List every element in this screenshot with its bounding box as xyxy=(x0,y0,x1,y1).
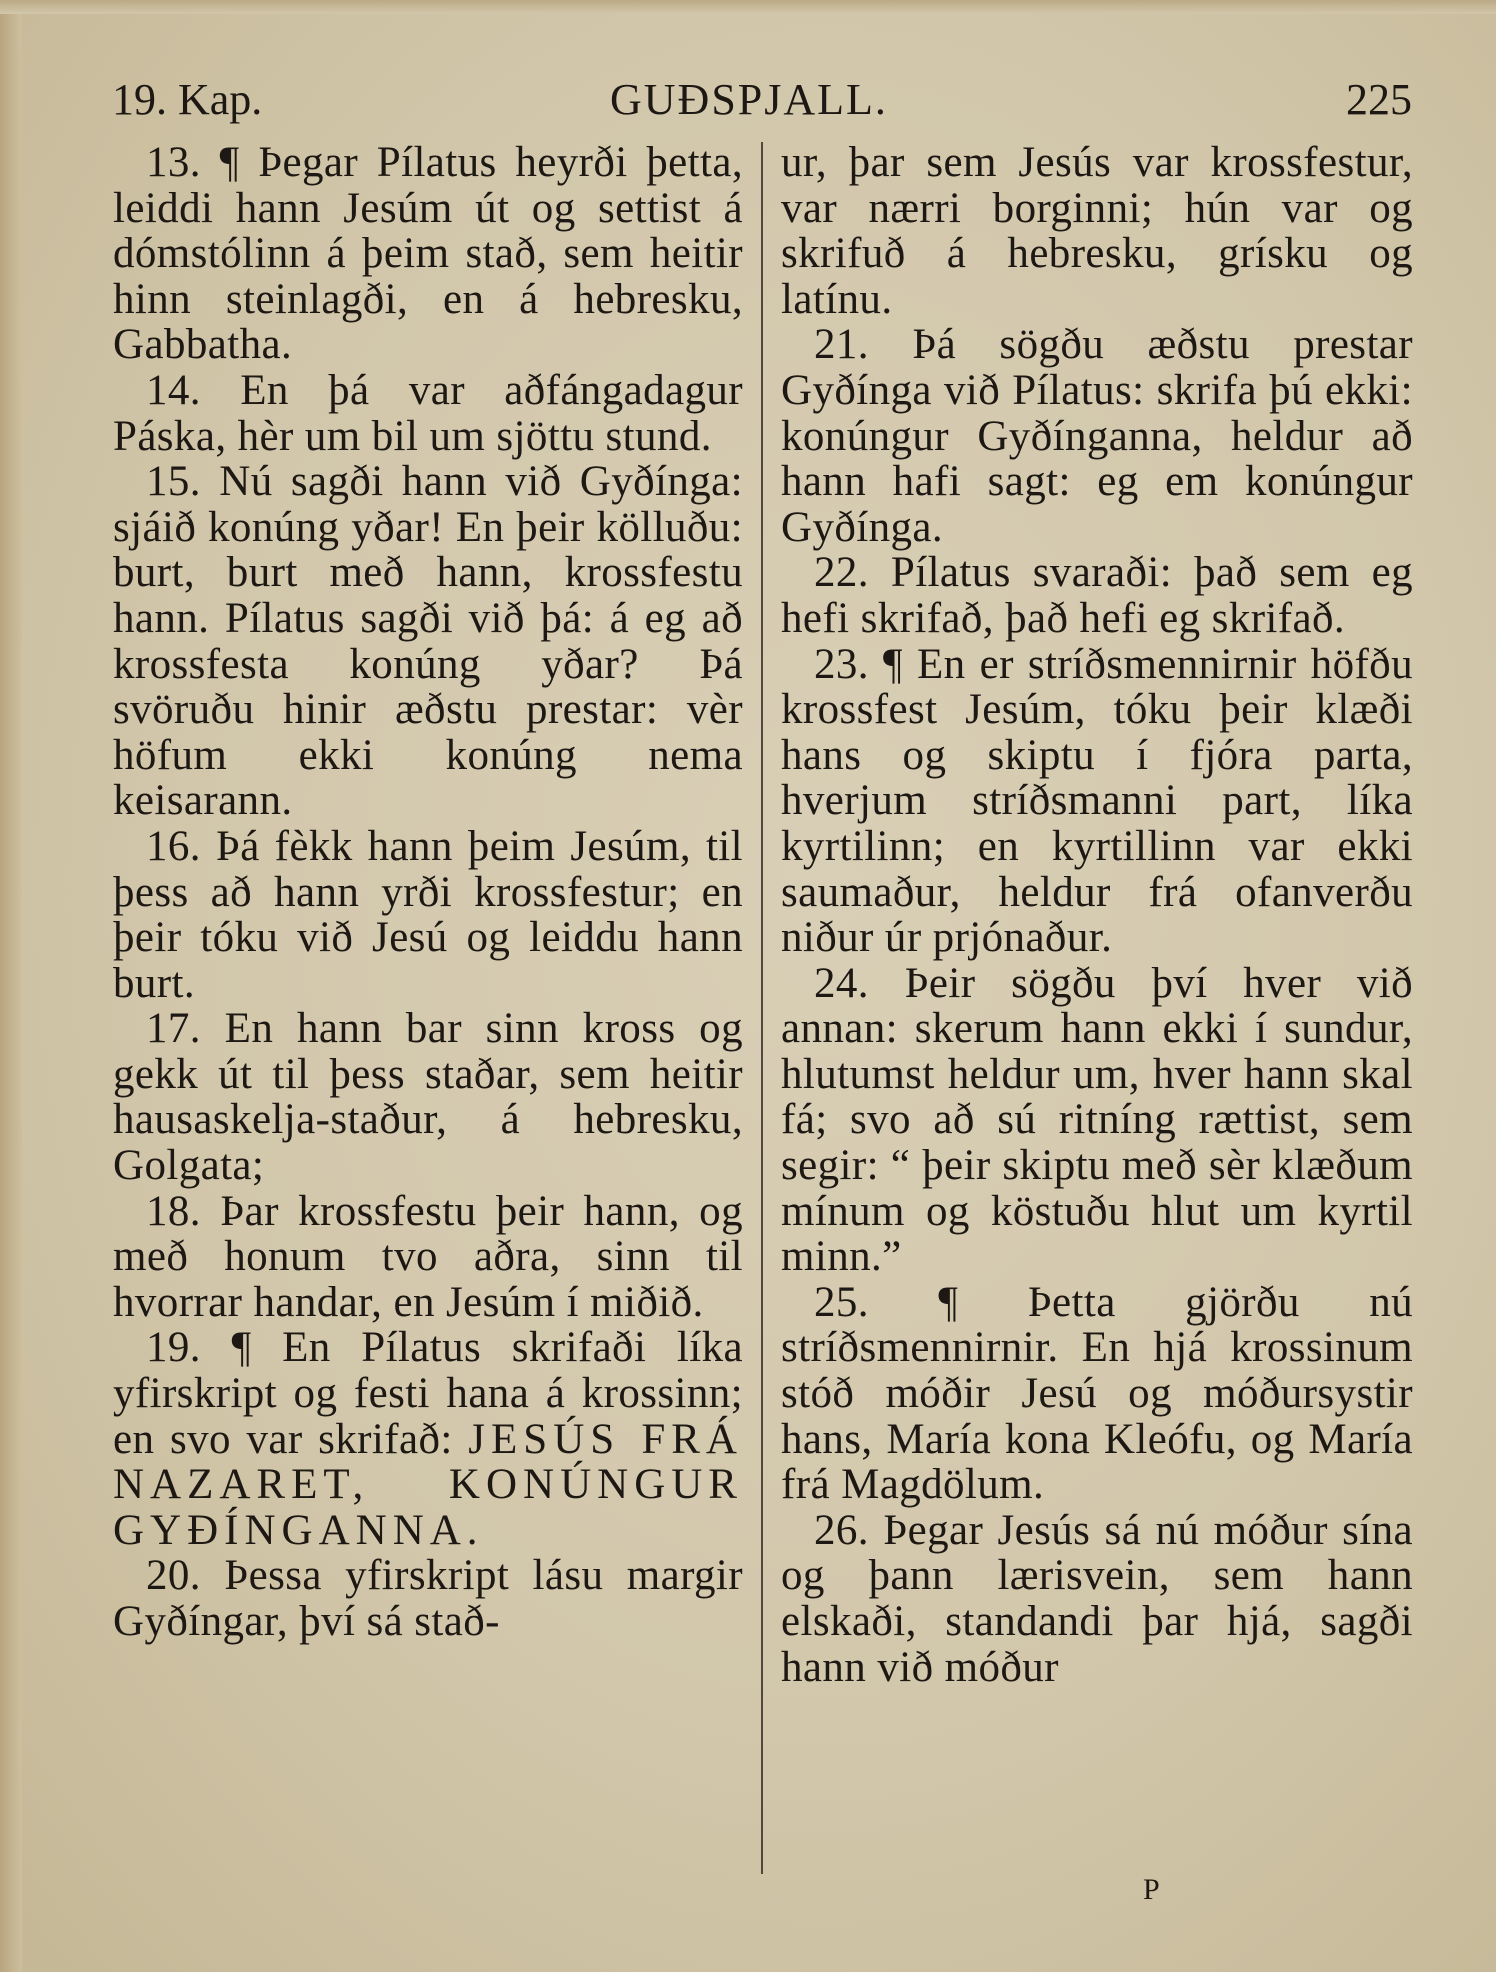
verse-text: Þá sögðu æðstu prestar Gyðínga við Pílatus: skrifa þú ekki: konúngur Gyðínganna, heldur að hann hafi sagt: eg em konúngur Gyðínga. xyxy=(781,321,1413,551)
verse-17 xyxy=(113,1006,743,1188)
verse-text: ¶ Þetta gjörðu nú stríðsmennirnir. En hjá krossinum stóð móðir Jesú og móðursystir hans, María kona Kleófu, og María frá Magdölum. xyxy=(781,1278,1414,1509)
running-title: GUÐSPJALL. xyxy=(610,75,888,124)
signature-mark: P xyxy=(1143,1873,1160,1906)
verse-25 xyxy=(781,1280,1413,1508)
verse-20 xyxy=(113,1553,743,1644)
page-number: 225 xyxy=(1346,75,1412,124)
verse-number: 18. xyxy=(146,1187,201,1235)
verse-23 xyxy=(781,642,1413,961)
verse-text: ¶ Þegar Pílatus heyrði þetta, leiddi hann Jesúm út og settist á dómstólinn á þeim stað, sem heitir hinn steinlagði, en á hebresku, Gabbatha. xyxy=(113,139,743,369)
verse-22 xyxy=(781,550,1413,641)
running-header xyxy=(112,70,1412,130)
verse-number: 24. xyxy=(814,959,869,1007)
verse-text: ¶ En er stríðsmennirnir höfðu krossfest Jesúm, tóku þeir klæði hans og skiptu í fjóra parta, hverjum stríðsmanni part, líka kyrtilinn; en kyrtillinn var ekki saumaður, heldur frá ofanverðu niður úr prjónaður. xyxy=(781,640,1413,962)
verse-number: 19. xyxy=(146,1324,201,1372)
column-divider xyxy=(761,142,763,1874)
verse-number: 21. xyxy=(814,321,869,369)
verse-number: 23. xyxy=(814,640,869,688)
verse-number: 26. xyxy=(814,1506,869,1554)
verse-text: Þá fèkk hann þeim Jesúm, til þess að hann yrði krossfestur; en þeir tóku við Jesú og leiddu hann burt. xyxy=(113,822,743,1007)
verse-text: Þeir sögðu því hver við annan: skerum hann ekki í sundur, hlutumst heldur um, hver hann skal fá; svo að sú ritníng rættist, sem segir: “ þeir skiptu með sèr klæðum mínum og köstuðu hlut um kyrtil minn.” xyxy=(781,959,1414,1281)
verse-text: ur, þar sem Jesús var krossfestur, var nærri borginni; hún var og skrifuð á hebresku, grísku og latínu. xyxy=(781,139,1413,323)
verse-text: Nú sagði hann við Gyðínga: sjáið konúng yðar! En þeir kölluðu: burt, burt með hann, krossfestu hann. Pílatus sagði við þá: á eg að krossfesta konúng yðar? Þá svöruðu hinir æðstu prestar: vèr höfum ekki konúng nema keisarann. xyxy=(113,458,743,825)
verse-text: Pílatus svaraði: það sem eg hefi skrifað, það hefi eg skrifað. xyxy=(781,549,1413,642)
verse-20-continued xyxy=(781,140,1413,322)
verse-16 xyxy=(113,824,743,1006)
verse-14 xyxy=(113,368,743,459)
page-gutter-edge xyxy=(0,0,22,1972)
verse-number: 14. xyxy=(146,366,201,414)
verse-21 xyxy=(781,322,1413,550)
verse-24 xyxy=(781,961,1413,1280)
verse-number: 25. xyxy=(814,1278,869,1326)
verse-text: En þá var aðfángadagur Páska, hèr um bil um sjöttu stund. xyxy=(113,366,743,460)
verse-text: En hann bar sinn kross og gekk út til þess staðar, sem heitir hausaskelja-staður, á hebresku, Golgata; xyxy=(113,1005,743,1190)
left-column xyxy=(113,140,743,1645)
verse-18 xyxy=(113,1189,743,1326)
verse-13 xyxy=(113,140,743,368)
verse-26 xyxy=(781,1508,1413,1690)
verse-19 xyxy=(113,1325,743,1553)
page-top-edge xyxy=(0,0,1496,14)
verse-number: 20. xyxy=(146,1552,201,1600)
cross-inscription: JESÚS FRÁ NAZARET, KONÚNGUR GYÐÍNGANNA. xyxy=(113,1415,743,1554)
verse-text: ¶ En Pílatus skrifaði líka yfirskript og festi hana á krossinn; en svo var skrifað: xyxy=(113,1324,743,1463)
verse-number: 16. xyxy=(146,822,201,870)
verse-text: Þar krossfestu þeir hann, og með honum tvo aðra, sinn til hvorrar handar, en Jesúm í miðið. xyxy=(113,1187,743,1326)
right-column xyxy=(781,140,1413,1690)
verse-number: 15. xyxy=(146,458,201,506)
verse-number: 13. xyxy=(146,139,201,186)
verse-text: Þegar Jesús sá nú móður sína og þann lærisvein, sem hann elskaði, standandi þar hjá, sagði hann við móður xyxy=(781,1506,1414,1691)
verse-15 xyxy=(113,459,743,824)
chapter-label: 19. Kap. xyxy=(112,75,263,124)
verse-number: 22. xyxy=(814,549,869,597)
verse-number: 17. xyxy=(146,1005,201,1053)
verse-text: Þessa yfirskript lásu margir Gyðíngar, því sá stað- xyxy=(113,1552,743,1645)
